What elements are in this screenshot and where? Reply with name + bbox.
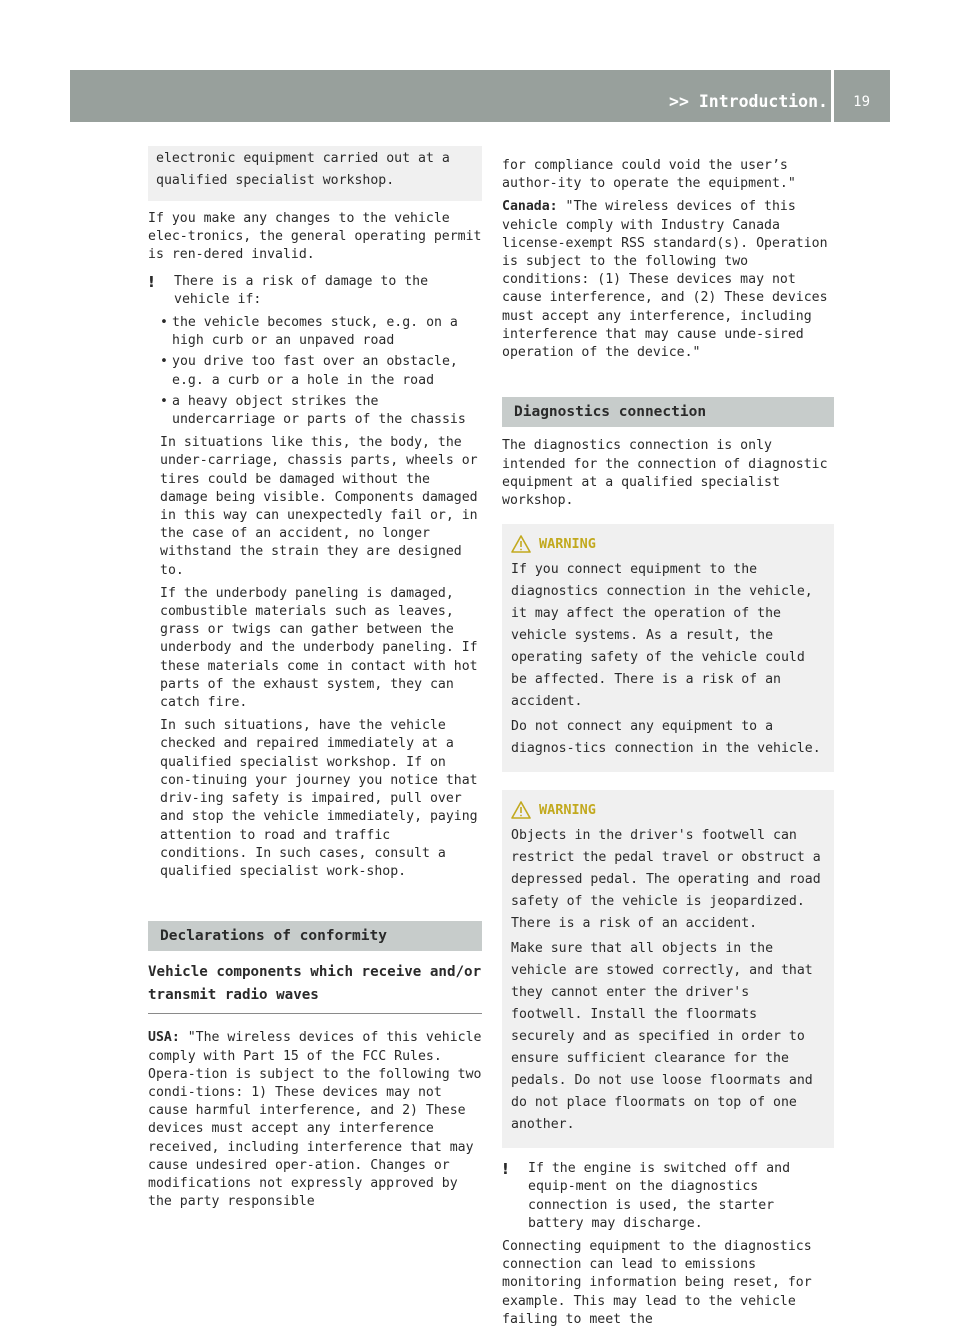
warning-box — [502, 790, 834, 1148]
page-header — [70, 70, 890, 122]
header-divider — [831, 70, 834, 122]
notice-icon: ! — [148, 272, 155, 291]
canada-text: "The wireless devices of this vehicle comply with Industry Canada license-exempt RSS standard(s). Operation is subject to the following two conditions: (1) These devices may not cause interference, and (2) These devices must accept any interference, including interference that may cause unde-sired operation of the device." — [502, 199, 828, 361]
warning-triangle-icon — [511, 801, 531, 819]
left-column — [148, 152, 482, 1216]
warning-label: WARNING — [539, 802, 596, 819]
warning-text: Make sure that all objects in the vehicle are stowed correctly, and that they cannot enter the driver's footwell. Install the floormats securely and as specified in order to ensure sufficient clearance for the pedals. Do not use loose floormats and do not place floormats on top of one another. — [511, 941, 813, 1133]
list-item: • you drive too fast over an obstacle, e.g. a curb or a hole in the road — [160, 353, 482, 389]
list-item: • the vehicle becomes stuck, e.g. on a high curb or an unpaved road — [160, 314, 482, 350]
warning-heading — [511, 799, 825, 821]
warning-label: WARNING — [539, 536, 596, 553]
continued-box — [148, 146, 482, 201]
damage-note-intro: There is a risk of damage to the vehicle if: — [174, 273, 429, 307]
damage-note-body — [148, 434, 482, 881]
section-title-declarations: Declarations of conformity — [148, 921, 482, 951]
right-column — [502, 157, 834, 1334]
warning-text: If you connect equipment to the diagnostics connection in the vehicle, it may affect the operation of the vehicle systems. As a result, the operating safety of the vehicle could be affected. There is a risk of an accident. — [511, 562, 813, 710]
usa-declaration-continued: for compliance could void the user’s author-ity to operate the equipment." — [502, 158, 796, 192]
diagnostics-intro: The diagnostics connection is only intended for the connection of diagnostic equipment at a qualified specialist workshop. — [502, 438, 828, 509]
usa-declaration — [148, 1029, 482, 1211]
damage-note-para: If the underbody paneling is damaged, combustible materials such as leaves, grass or twigs can gather between the underbody and the underbody paneling. If these materials come in contact with hot parts of the exhaust system, they can catch fire. — [160, 585, 478, 711]
battery-note — [502, 1160, 834, 1233]
warning-triangle-icon — [511, 535, 531, 553]
canada-label: Canada: — [502, 199, 558, 215]
damage-list — [160, 314, 482, 429]
damage-note-para: In situations like this, the body, the under-carriage, chassis parts, wheels or tires could be damaged without the damage being visible. Components damaged in this way can unexpectedly fail or, in the case of an accident, no longer withstand the strain they are designed to. — [160, 435, 478, 578]
section-title-diagnostics: Diagnostics connection — [502, 397, 834, 427]
emissions-paragraph: Connecting equipment to the diagnostics connection can lead to emissions monitoring information being reset, for example. This may lead to the vehicle failing to meet the — [502, 1239, 812, 1327]
warning-heading — [511, 533, 825, 555]
warning-text: Do not connect any equipment to a diagnos-tics connection in the vehicle. — [511, 719, 821, 757]
subsection-title-radio: Vehicle components which receive and/or transmit radio waves — [148, 961, 482, 1014]
usa-text: "The wireless devices of this vehicle comply with Part 15 of the FCC Rules. Opera-tion is subject to the following two condi-tions: 1) These devices may not cause harmful interference, and 2) These devices must accept any interference received, including interference that may cause undesired oper-ation. Changes or modifications not expressly approved by the party responsible — [148, 1030, 482, 1210]
usa-label: USA: — [148, 1030, 180, 1046]
warning-box — [502, 524, 834, 772]
list-item: • a heavy object strikes the undercarriage or parts of the chassis — [160, 393, 482, 429]
warning-text: Objects in the driver's footwell can restrict the pedal travel or obstruct a depressed pedal. The operating and road safety of the vehicle is jeopardized. There is a risk of an accident. — [511, 828, 821, 932]
paragraph-permit: If you make any changes to the vehicle elec-tronics, the general operating permit is ren-dered invalid. — [148, 211, 482, 263]
battery-note-text: If the engine is switched off and equip-ment on the diagnostics connection is used, the starter battery may discharge. — [528, 1161, 791, 1231]
continued-box-text: electronic equipment carried out at a qualified specialist workshop. — [156, 151, 450, 188]
canada-declaration — [502, 198, 834, 362]
notice-icon: ! — [502, 1160, 509, 1179]
page-number: 19 — [853, 94, 870, 110]
damage-note-para: In such situations, have the vehicle checked and repaired immediately at a qualified specialist workshop. If on con-tinuing your journey you notice that driv-ing safety is impaired, pull over and stop the vehicle immediately, paying attention to road and traffic conditions. In such cases, consult a qualified specialist work-shop. — [160, 718, 478, 879]
damage-note — [148, 273, 482, 309]
header-title: >> Introduction. — [669, 92, 828, 111]
